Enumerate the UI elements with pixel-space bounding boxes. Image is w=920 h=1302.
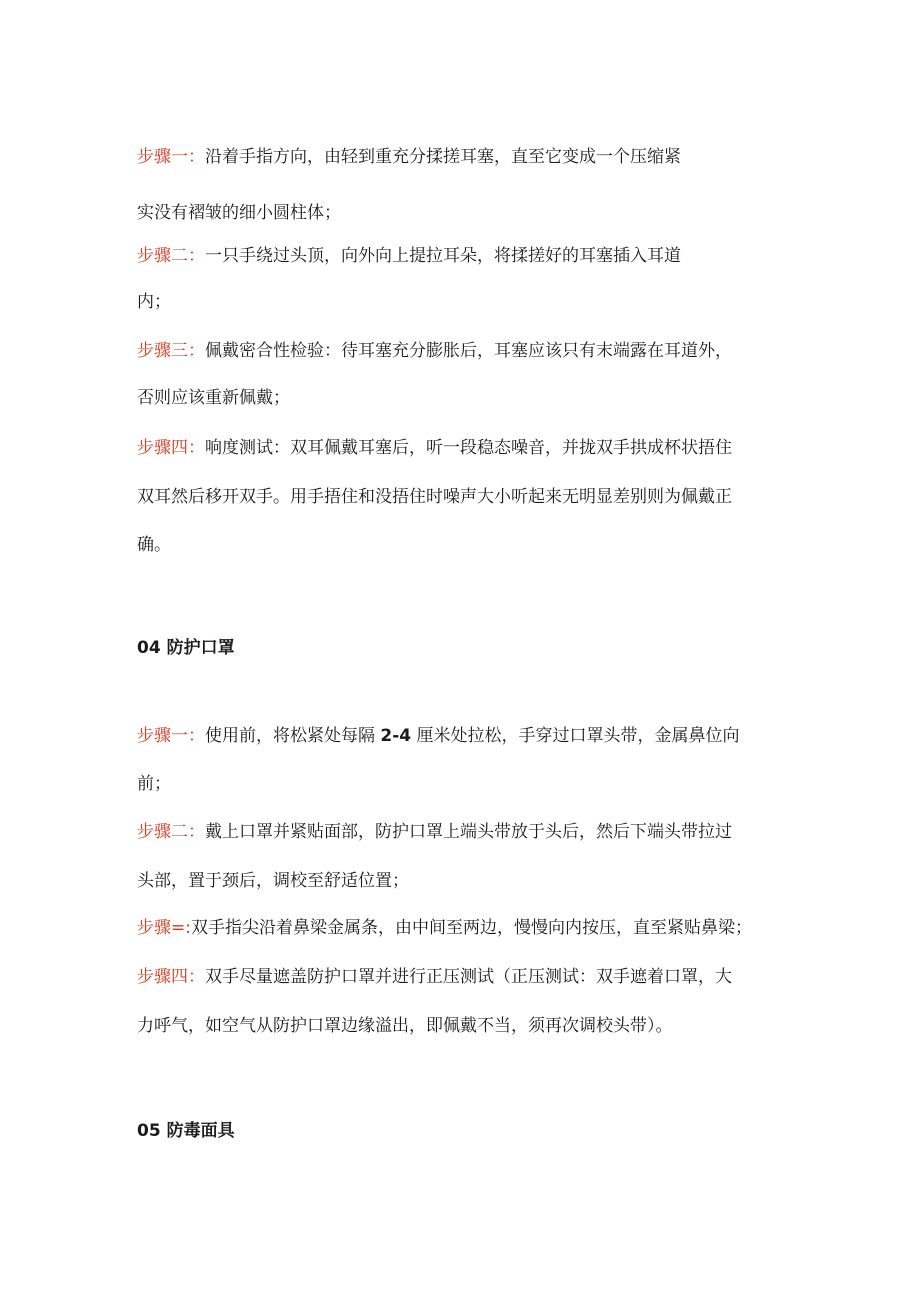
section-number: 05 bbox=[137, 1121, 161, 1141]
earplug-step3-line1 bbox=[137, 339, 817, 363]
step-label: 步骤四： bbox=[137, 967, 205, 987]
mask-step2-line2: 头部，置于颈后，调校至舒适位置； bbox=[137, 871, 409, 891]
step-number: 2-4 bbox=[380, 726, 412, 746]
step-text: 厘米处拉松，手穿过口罩头带，金属鼻位向 bbox=[416, 726, 740, 746]
mask-step1-line1 bbox=[137, 724, 817, 748]
section-number: 04 bbox=[137, 638, 161, 658]
earplug-step4-line1 bbox=[137, 436, 817, 460]
earplug-step4-line3: 确。 bbox=[137, 535, 171, 555]
mask-step4-line1 bbox=[137, 965, 817, 989]
section-title: 防护口罩 bbox=[166, 638, 235, 658]
step-text: 响度测试：双耳佩戴耳塞后，听一段稳态噪音，并拢双手拱成杯状捂住 bbox=[205, 438, 732, 458]
step-label: 步骤=: bbox=[137, 918, 191, 938]
step-text: 佩戴密合性检验：待耳塞充分膨胀后，耳塞应该只有末端露在耳道外， bbox=[205, 341, 732, 361]
mask-step4-line2: 力呼气，如空气从防护口罩边缘溢出，即佩戴不当，须再次调校头带）。 bbox=[137, 1016, 673, 1036]
earplug-step1-line1 bbox=[137, 145, 817, 169]
mask-step2-line1 bbox=[137, 820, 817, 844]
step-text: 双手指尖沿着鼻梁金属条，由中间至两边，慢慢向内按压，直至紧贴鼻梁； bbox=[190, 918, 752, 938]
step-label: 步骤二： bbox=[137, 246, 205, 266]
section-heading-gasmask bbox=[137, 1119, 817, 1143]
earplug-step2-line1 bbox=[137, 244, 817, 268]
step-text: 一只手绕过头顶，向外向上提拉耳朵，将揉搓好的耳塞插入耳道 bbox=[205, 246, 681, 266]
step-label: 步骤四： bbox=[137, 438, 205, 458]
step-text: 戴上口罩并紧贴面部，防护口罩上端头带放于头后，然后下端头带拉过 bbox=[205, 822, 732, 842]
mask-step3-line1 bbox=[137, 916, 817, 940]
earplug-step2-line2: 内； bbox=[137, 292, 171, 312]
step-label: 步骤一： bbox=[137, 147, 205, 167]
step-text: 沿着手指方向，由轻到重充分揉搓耳塞，直至它变成一个压缩紧 bbox=[205, 147, 681, 167]
section-title: 防毒面具 bbox=[166, 1121, 235, 1141]
earplug-step4-line2: 双耳然后移开双手。用手捂住和没捂住时噪声大小听起来无明显差别则为佩戴正 bbox=[137, 487, 732, 507]
earplug-step3-line2: 否则应该重新佩戴； bbox=[137, 388, 290, 408]
mask-step1-line2: 前； bbox=[137, 774, 171, 794]
step-text: 使用前，将松紧处每隔 bbox=[205, 726, 375, 746]
step-text: 双手尽量遮盖防护口罩并进行正压测试（正压测试：双手遮着口罩，大 bbox=[205, 967, 732, 987]
step-label: 步骤一： bbox=[137, 726, 205, 746]
earplug-step1-line2: 实没有褶皱的细小圆柱体； bbox=[137, 203, 341, 223]
step-label: 步骤三： bbox=[137, 341, 205, 361]
section-heading-mask bbox=[137, 636, 817, 660]
step-label: 步骤二： bbox=[137, 822, 205, 842]
